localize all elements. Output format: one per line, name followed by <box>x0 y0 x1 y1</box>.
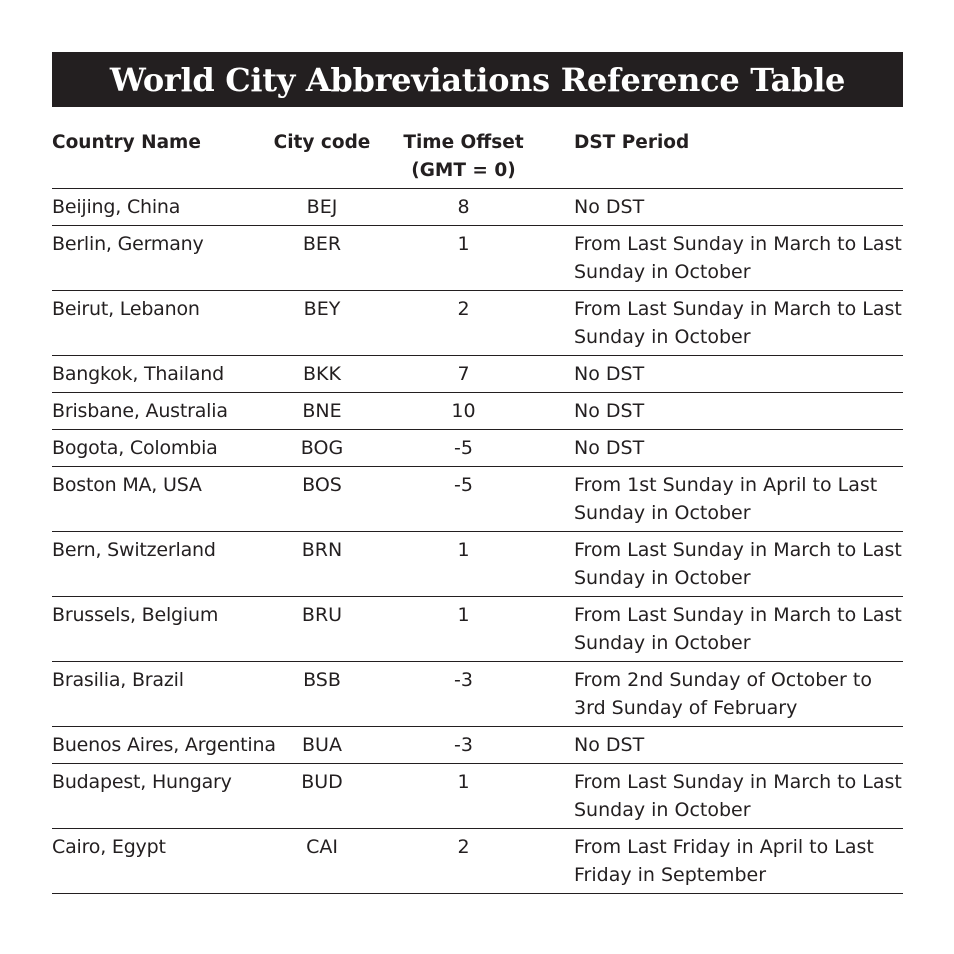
country-cell: Brasilia, Brazil <box>52 662 272 727</box>
time-offset-cell: -5 <box>372 430 555 467</box>
time-offset-cell: 2 <box>372 829 555 894</box>
table-body <box>52 189 903 894</box>
time-offset-cell: 1 <box>372 226 555 291</box>
country-cell: Beijing, China <box>52 189 272 226</box>
country-cell: Bogota, Colombia <box>52 430 272 467</box>
table-header-row <box>52 129 903 189</box>
time-offset-cell: 7 <box>372 356 555 393</box>
table-row <box>52 532 903 597</box>
table-row <box>52 356 903 393</box>
country-cell: Budapest, Hungary <box>52 764 272 829</box>
header-time-offset-line1: Time Offset <box>403 132 524 153</box>
country-cell: Cairo, Egypt <box>52 829 272 894</box>
time-offset-cell: -3 <box>372 662 555 727</box>
table-row <box>52 226 903 291</box>
dst-period-cell: From 2nd Sunday of October to 3rd Sunday of February <box>555 662 903 727</box>
dst-period-cell: From Last Sunday in March to Last Sunday in October <box>555 532 903 597</box>
time-offset-cell: 1 <box>372 597 555 662</box>
header-time-offset <box>372 129 555 189</box>
table-row <box>52 727 903 764</box>
city-code-cell: BNE <box>272 393 372 430</box>
city-code-cell: BKK <box>272 356 372 393</box>
title-banner <box>52 52 903 107</box>
header-dst-period: DST Period <box>555 129 903 189</box>
city-code-cell: BEY <box>272 291 372 356</box>
time-offset-cell: 2 <box>372 291 555 356</box>
dst-period-cell: From Last Sunday in March to Last Sunday in October <box>555 226 903 291</box>
time-offset-cell: -3 <box>372 727 555 764</box>
table-row <box>52 662 903 727</box>
country-cell: Brisbane, Australia <box>52 393 272 430</box>
city-code-cell: BER <box>272 226 372 291</box>
time-offset-cell: 10 <box>372 393 555 430</box>
time-offset-cell: -5 <box>372 467 555 532</box>
dst-period-cell: No DST <box>555 727 903 764</box>
city-code-cell: BSB <box>272 662 372 727</box>
table-row <box>52 829 903 894</box>
table-row <box>52 189 903 226</box>
time-offset-cell: 1 <box>372 532 555 597</box>
city-code-cell: BOS <box>272 467 372 532</box>
table-row <box>52 467 903 532</box>
dst-period-cell: From Last Sunday in March to Last Sunday in October <box>555 764 903 829</box>
city-code-cell: BUD <box>272 764 372 829</box>
dst-period-cell: From Last Sunday in March to Last Sunday in October <box>555 291 903 356</box>
dst-period-cell: No DST <box>555 393 903 430</box>
city-code-cell: CAI <box>272 829 372 894</box>
city-code-cell: BRU <box>272 597 372 662</box>
country-cell: Boston MA, USA <box>52 467 272 532</box>
table-row <box>52 393 903 430</box>
city-code-cell: BUA <box>272 727 372 764</box>
time-offset-cell: 8 <box>372 189 555 226</box>
city-code-cell: BEJ <box>272 189 372 226</box>
table-row <box>52 430 903 467</box>
page-title: World City Abbreviations Reference Table <box>109 60 846 99</box>
table-row <box>52 764 903 829</box>
table-row <box>52 291 903 356</box>
dst-period-cell: From 1st Sunday in April to Last Sunday in October <box>555 467 903 532</box>
table-row <box>52 597 903 662</box>
reference-table-container <box>52 129 903 894</box>
dst-period-cell: No DST <box>555 356 903 393</box>
time-offset-cell: 1 <box>372 764 555 829</box>
dst-period-cell: From Last Friday in April to Last Friday in September <box>555 829 903 894</box>
country-cell: Bangkok, Thailand <box>52 356 272 393</box>
city-abbreviations-table <box>52 129 903 894</box>
dst-period-cell: No DST <box>555 430 903 467</box>
dst-period-cell: From Last Sunday in March to Last Sunday in October <box>555 597 903 662</box>
country-cell: Buenos Aires, Argentina <box>52 727 272 764</box>
country-cell: Beirut, Lebanon <box>52 291 272 356</box>
city-code-cell: BOG <box>272 430 372 467</box>
dst-period-cell: No DST <box>555 189 903 226</box>
header-city-code: City code <box>272 129 372 189</box>
header-country: Country Name <box>52 129 272 189</box>
country-cell: Bern, Switzerland <box>52 532 272 597</box>
city-code-cell: BRN <box>272 532 372 597</box>
header-time-offset-line2: (GMT = 0) <box>411 160 516 181</box>
country-cell: Berlin, Germany <box>52 226 272 291</box>
country-cell: Brussels, Belgium <box>52 597 272 662</box>
